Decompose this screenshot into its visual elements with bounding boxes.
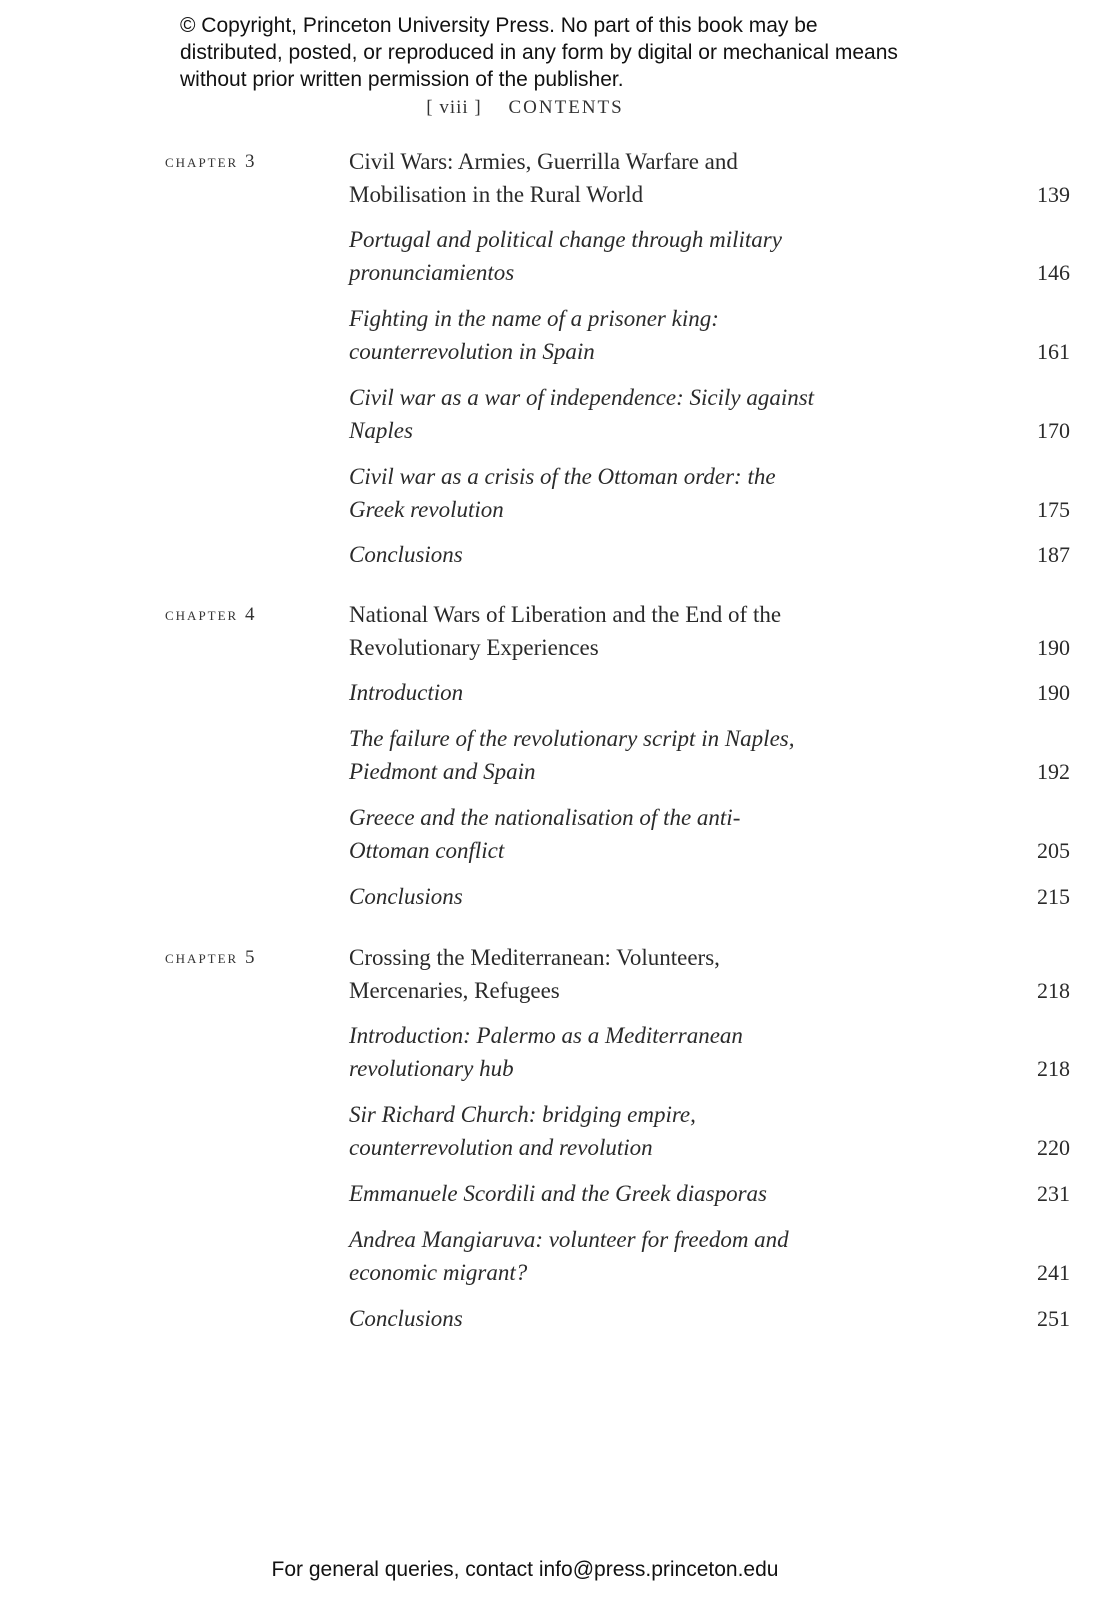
- toc-entry-text: Introduction: [349, 680, 464, 705]
- toc-entry[interactable]: [349, 460, 1070, 526]
- toc-entry-chapter-title[interactable]: [349, 145, 1070, 211]
- toc-entry-text: Greece and the nationalisation of the anti-Ottoman conflict: [349, 805, 741, 863]
- toc-entry-text: Introduction: Palermo as a Mediterranean revolutionary hub: [349, 1023, 743, 1081]
- chapter-label: chapter 4: [165, 604, 257, 625]
- toc-entry[interactable]: [349, 801, 1070, 867]
- running-head-page: [ viii ]: [426, 97, 482, 118]
- toc-entry[interactable]: [349, 538, 1070, 571]
- toc-entry-text: Civil war as a war of independence: Sicily against Naples: [349, 385, 815, 443]
- toc-entry-text: Emmanuele Scordili and the Greek diasporas: [349, 1181, 767, 1206]
- toc-entry[interactable]: [349, 1098, 1070, 1164]
- toc-entry-page: 251: [1037, 1306, 1070, 1331]
- toc-entry[interactable]: [349, 1177, 1070, 1210]
- toc-entry-page: 139: [1037, 182, 1070, 207]
- toc-entry-text: Fighting in the name of a prisoner king: counterrevolution in Spain: [349, 306, 719, 364]
- toc-entry-page: 190: [1037, 635, 1070, 660]
- running-head: [0, 97, 1050, 119]
- footer-contact: For general queries, contact info@press.princeton.edu: [271, 1558, 779, 1581]
- toc-entry-page: 241: [1037, 1260, 1070, 1285]
- toc-entry-page: 218: [1037, 1056, 1070, 1081]
- toc-entry[interactable]: [349, 381, 1070, 447]
- copyright-notice: © Copyright, Princeton University Press. No part of this book may be distributed, posted, or reproduced in any form by digital or mechanical means without prior written permission of the publisher.: [180, 14, 898, 91]
- toc-entry[interactable]: [349, 1019, 1070, 1085]
- toc-entry-chapter-title[interactable]: [349, 598, 1070, 664]
- running-head-title: CONTENTS: [508, 97, 624, 118]
- toc-entry-page: 190: [1037, 680, 1070, 705]
- toc-entry[interactable]: [349, 1223, 1070, 1289]
- toc-entry-page: 161: [1037, 339, 1070, 364]
- toc-entry-text: Andrea Mangiaruva: volunteer for freedom and economic migrant?: [349, 1227, 789, 1285]
- toc-entry-page: 170: [1037, 418, 1070, 443]
- toc-entry-text: Crossing the Mediterranean: Volunteers, Mercenaries, Refugees: [349, 945, 720, 1003]
- toc-entry-text: Civil war as a crisis of the Ottoman order: the Greek revolution: [349, 464, 776, 522]
- toc-entry[interactable]: [349, 722, 1070, 788]
- toc-entry-text: Conclusions: [349, 884, 463, 909]
- toc-entry-text: The failure of the revolutionary script in Naples, Piedmont and Spain: [349, 726, 795, 784]
- toc-entry-chapter-title[interactable]: [349, 941, 1070, 1007]
- toc-entry-page: 215: [1037, 884, 1070, 909]
- toc-entry-page: 187: [1037, 542, 1070, 567]
- toc-entry[interactable]: [349, 223, 1070, 289]
- toc-entry-page: 218: [1037, 978, 1070, 1003]
- toc-entry[interactable]: [349, 880, 1070, 913]
- toc-entry-text: Conclusions: [349, 542, 463, 567]
- toc-entry-page: 220: [1037, 1135, 1070, 1160]
- toc-entry-page: 146: [1037, 260, 1070, 285]
- toc-entry-page: 192: [1037, 759, 1070, 784]
- toc-entry[interactable]: [349, 676, 1070, 709]
- toc-entry-page: 205: [1037, 838, 1070, 863]
- toc-entry-page: 231: [1037, 1181, 1070, 1206]
- toc-entry-text: National Wars of Liberation and the End of the Revolutionary Experiences: [349, 602, 782, 660]
- toc-entry[interactable]: [349, 302, 1070, 368]
- toc-entry[interactable]: [349, 1302, 1070, 1335]
- toc-entry-text: Conclusions: [349, 1306, 463, 1331]
- toc-entry-text: Portugal and political change through military pronunciamientos: [349, 227, 782, 285]
- toc-entry-page: 175: [1037, 497, 1070, 522]
- toc-entry-text: Sir Richard Church: bridging empire, counterrevolution and revolution: [349, 1102, 696, 1160]
- toc-entry-text: Civil Wars: Armies, Guerrilla Warfare and Mobilisation in the Rural World: [349, 149, 738, 207]
- chapter-label: chapter 5: [165, 947, 257, 968]
- chapter-label: chapter 3: [165, 151, 257, 172]
